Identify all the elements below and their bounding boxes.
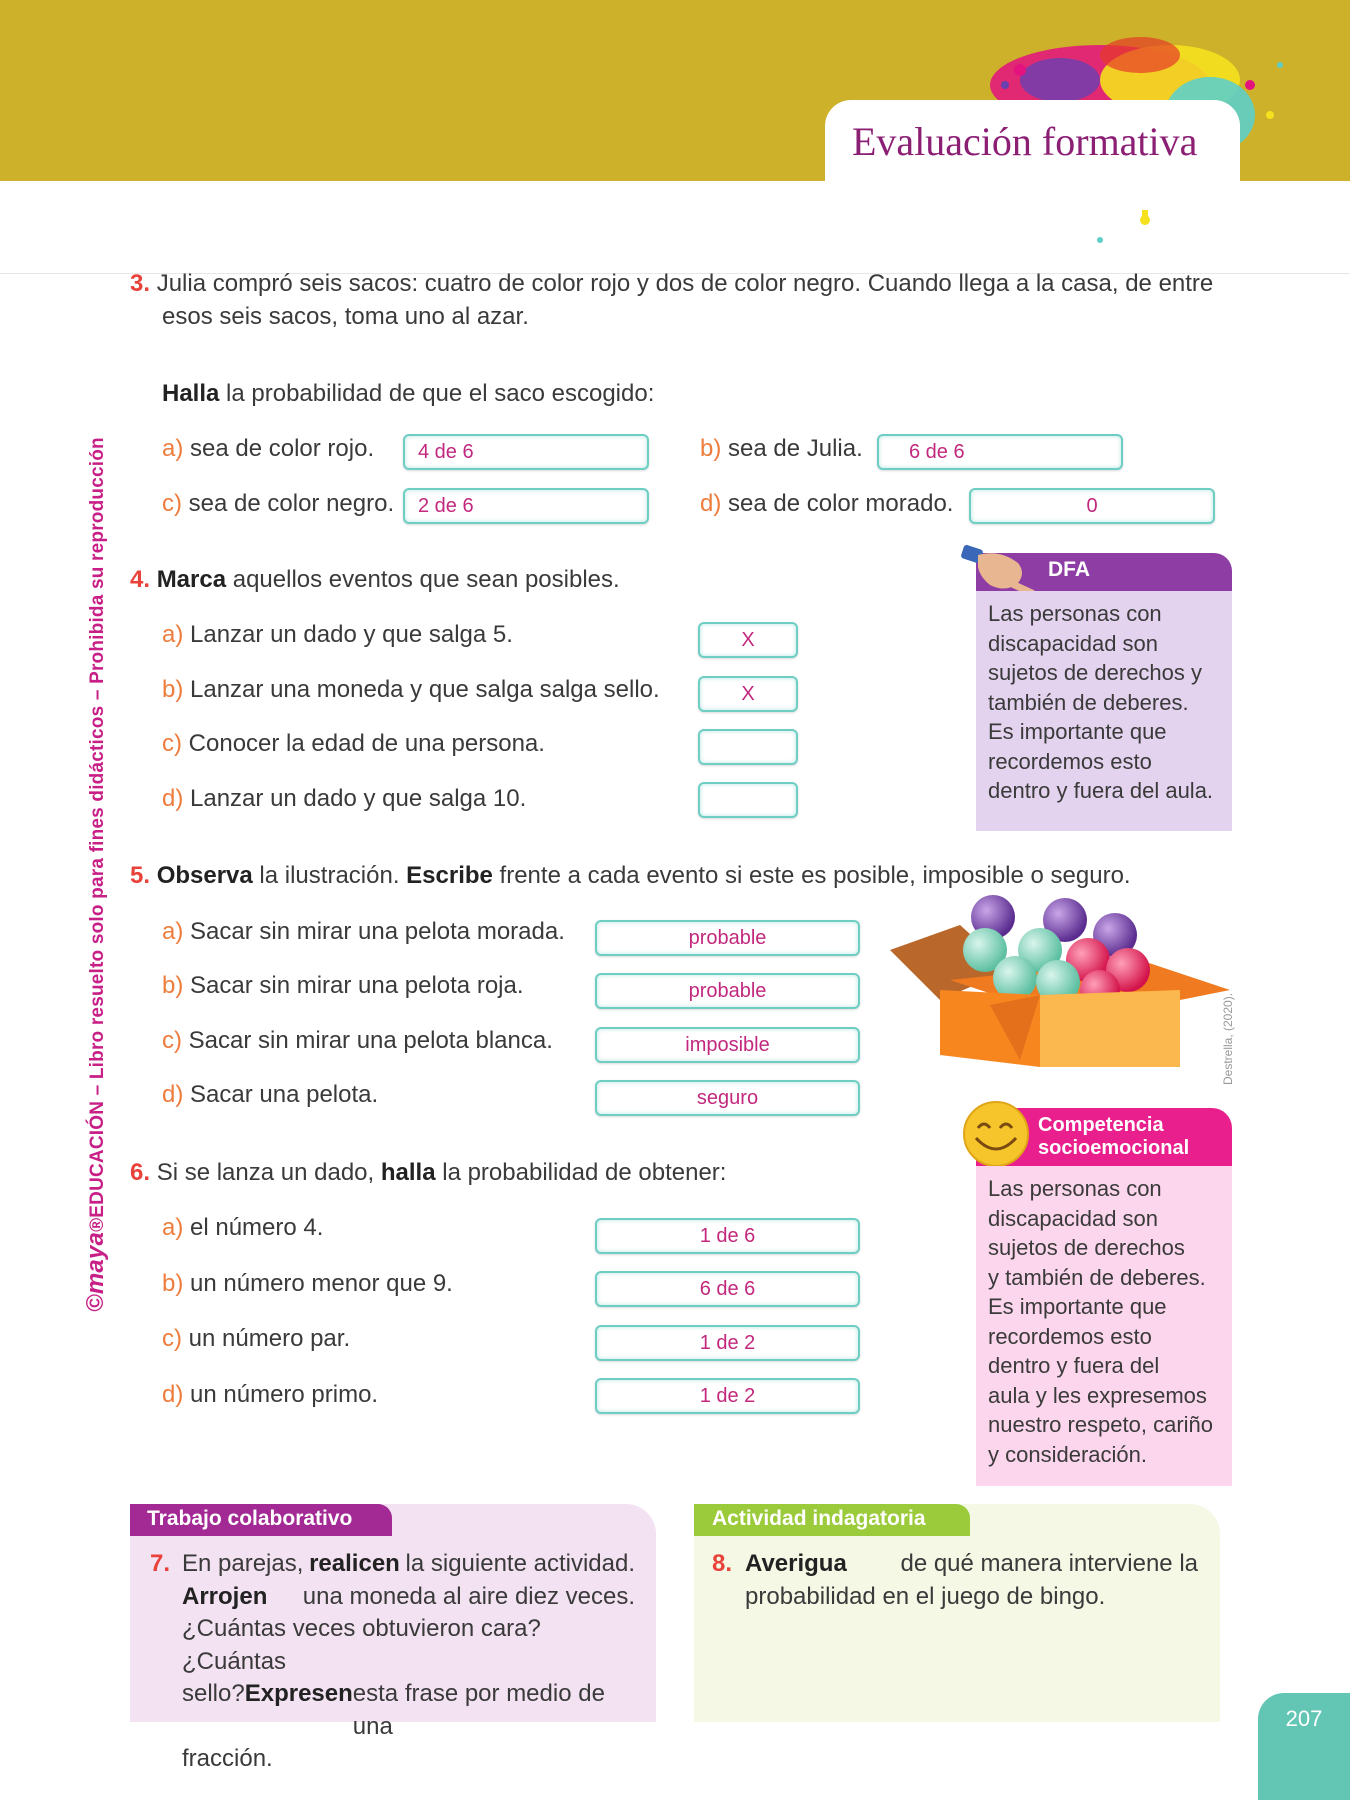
q6-item-a: a) el número 4. [162, 1214, 324, 1241]
q5-answer-a[interactable]: probable [595, 920, 860, 956]
q7-line: Arrojen una moneda al aire diez veces. [182, 1582, 635, 1610]
q3-item-a: a) sea de color rojo. [162, 435, 375, 462]
competencia-line: nuestro respeto, cariño [988, 1412, 1214, 1437]
q5-answer-b[interactable]: probable [595, 973, 860, 1009]
q7-line: fracción. [182, 1745, 273, 1772]
competencia-line: y consideración. [988, 1441, 1147, 1467]
q8-line: probabilidad en el juego de bingo. [745, 1582, 1106, 1610]
q5-item-c: c) Sacar sin mirar una pelota blanca. [162, 1027, 553, 1054]
q6-answer-c[interactable]: 1 de 2 [595, 1325, 860, 1361]
actividad-title: Actividad indagatoria [694, 1504, 970, 1536]
dfa-line: discapacidad son [988, 630, 1159, 656]
smiley-face-icon [962, 1100, 1030, 1168]
side-copyright [82, 437, 110, 1312]
q7-line: ¿Cuántas veces obtuvieron cara? ¿Cuántas [182, 1615, 541, 1675]
q3-line1: 3. Julia compró seis sacos: cuatro de color rojo y dos de color negro. Cuando llega a la casa, de entre [130, 270, 1214, 297]
q7-number: 7. [150, 1550, 171, 1577]
q4-item-d: d) Lanzar un dado y que salga 10. [162, 785, 527, 812]
competencia-line: y también de deberes. [988, 1264, 1206, 1290]
q3-answer-b[interactable]: 6 de 6 [877, 434, 1123, 470]
q4-checkbox-c[interactable] [698, 729, 798, 765]
competencia-body [976, 1166, 1232, 1486]
dfa-line: recordemos esto [988, 748, 1152, 774]
q5-answer-c[interactable]: imposible [595, 1027, 860, 1063]
page-title: Evaluación formativa [852, 119, 1198, 164]
q4-item-a: a) Lanzar un dado y que salga 5. [162, 621, 513, 648]
q3-item-d: d) sea de color morado. [700, 490, 954, 517]
brand-logo-text: ©maya [82, 1231, 109, 1312]
trabajo-title: Trabajo colaborativo [130, 1504, 392, 1536]
q7-line: En parejas, realicen la siguiente actividad. [182, 1550, 635, 1577]
q5-item-a: a) Sacar sin mirar una pelota morada. [162, 918, 565, 945]
competencia-line: recordemos esto [988, 1323, 1152, 1349]
q5-item-b: b) Sacar sin mirar una pelota roja. [162, 972, 524, 999]
q6-item-b: b) un número menor que 9. [162, 1270, 453, 1297]
q7-line: sello? Expresen esta frase por medio de una [182, 1680, 605, 1740]
q5-answer-d[interactable]: seguro [595, 1080, 860, 1116]
competencia-line: discapacidad son [988, 1205, 1159, 1231]
competencia-title-line: socioemocional [1038, 1137, 1190, 1159]
q8-number: 8. [712, 1550, 733, 1577]
competencia-line: Es importante que [988, 1294, 1167, 1319]
q8-text [745, 1548, 1198, 1613]
q6-answer-b[interactable]: 6 de 6 [595, 1271, 860, 1307]
q3-line2: esos seis sacos, toma uno al azar. [162, 303, 529, 330]
q5-instruction: 5. Observa la ilustración. Escribe frente a cada evento si este es posible, imposible o seguro. [130, 862, 1131, 889]
q4-item-c: c) Conocer la edad de una persona. [162, 730, 545, 757]
q4-instruction: 4. Marca aquellos eventos que sean posibles. [130, 566, 620, 593]
q6-item-d: d) un número primo. [162, 1381, 379, 1408]
q3-item-c: c) sea de color negro. [162, 490, 395, 517]
q6-answer-d[interactable]: 1 de 2 [595, 1378, 860, 1414]
competencia-title-line: Competencia [1038, 1114, 1164, 1136]
q4-checkbox-b[interactable]: X [698, 676, 798, 712]
q3-answer-d[interactable]: 0 [969, 488, 1215, 524]
actividad-panel [694, 1504, 1220, 1722]
q6-instruction: 6. Si se lanza un dado, halla la probabilidad de obtener: [130, 1159, 727, 1186]
q7-text [182, 1548, 635, 1776]
side-copyright-text: ®EDUCACIÓN – Libro resuelto solo para fines didácticos – Prohibida su reproducción [87, 437, 108, 1232]
dfa-line: también de deberes. [988, 689, 1189, 715]
competencia-line: Las personas con [988, 1176, 1162, 1201]
q3-answer-a[interactable]: 4 de 6 [403, 434, 649, 470]
q3-answer-c[interactable]: 2 de 6 [403, 488, 649, 524]
q3-item-b: b) sea de Julia. [700, 435, 863, 462]
q4-checkbox-a[interactable]: X [698, 622, 798, 658]
dfa-title: DFA [976, 553, 1232, 591]
q6-item-c: c) un número par. [162, 1325, 351, 1352]
competencia-line: dentro y fuera del [988, 1353, 1160, 1378]
q3-instruction: Halla la probabilidad de que el saco escogido: [162, 380, 655, 407]
q4-item-b: b) Lanzar una moneda y que salga salga sello. [162, 676, 660, 703]
dfa-line: Es importante que [988, 719, 1167, 744]
q6-answer-a[interactable]: 1 de 6 [595, 1218, 860, 1254]
competencia-line: sujetos de derechos [988, 1235, 1185, 1260]
page-number: 207 [1258, 1693, 1350, 1800]
dfa-line: Las personas con [988, 601, 1162, 626]
box-with-balls-illustration [890, 890, 1240, 1070]
dfa-line: sujetos de derechos y [988, 660, 1203, 685]
q8-line: Averigua de qué manera interviene la [745, 1550, 1198, 1577]
q4-checkbox-d[interactable] [698, 782, 798, 818]
dfa-body [976, 591, 1232, 831]
q5-item-d: d) Sacar una pelota. [162, 1081, 379, 1108]
illustration-credit: Destrella, (2020). [1221, 992, 1235, 1085]
dfa-line: dentro y fuera del aula. [988, 778, 1214, 803]
competencia-line: aula y les expresemos [988, 1382, 1207, 1408]
